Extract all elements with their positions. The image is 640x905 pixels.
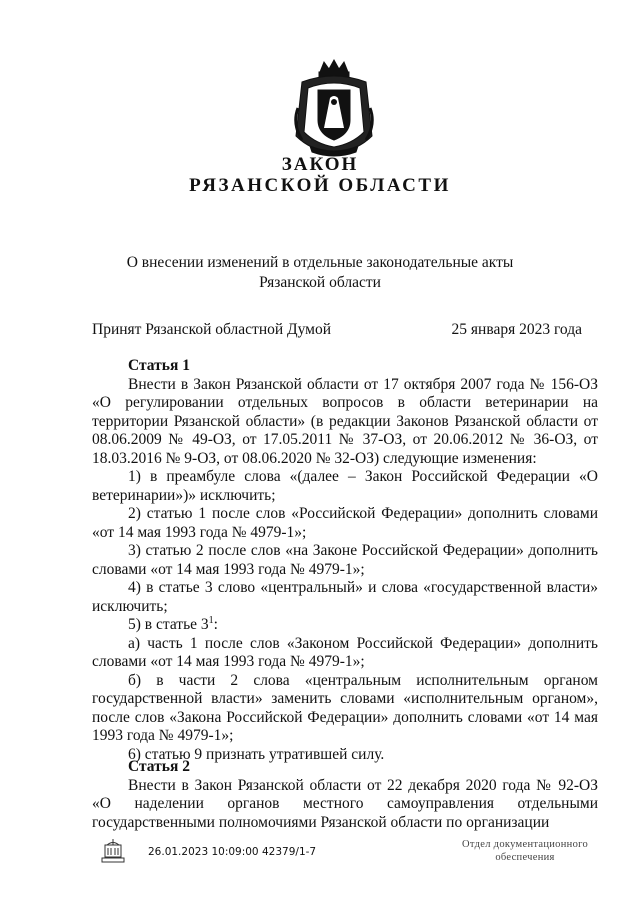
article-1 (92, 357, 598, 764)
law-title-line2: РЯЗАНСКОЙ ОБЛАСТИ (189, 175, 451, 196)
article-1-item-5a: а) часть 1 после слов «Законом Российской Федерации» дополнить словами «от 14 мая 1993 года № 4979-1»; (92, 634, 598, 670)
coat-of-arms-emblem (288, 58, 380, 158)
article-1-item-3: 3) статью 2 после слов «на Законе Российской Федерации» дополнить словами «от 14 мая 1993 года № 4979-1»; (92, 542, 598, 578)
article-2-intro: Внести в Закон Рязанской области от 22 декабря 2020 года № 92-ОЗ «О наделении органов местного самоуправления отдельными государственными полномочиями Рязанской области по организации (92, 776, 598, 831)
subject-line1: О внесении изменений в отдельные законодательные акты (126, 254, 514, 271)
article-1-item-1: 1) в преамбуле слова «(далее – Закон Российской Федерации «О ветеринарии»)» исключить; (92, 468, 598, 504)
registry-logo-icon (98, 836, 128, 866)
subject-line2: Рязанской области (259, 274, 381, 291)
item-5-prefix: 5) в статье 3 (128, 616, 209, 633)
article-2-heading: Статья 2 (128, 758, 190, 775)
article-1-item-4: 4) в статье 3 слово «центральный» и слова «государственной власти» исключить; (92, 579, 598, 615)
footer-timestamp: 26.01.2023 10:09:00 (148, 846, 259, 858)
item-5-suffix: : (213, 616, 218, 633)
article-1-item-6: 6) статью 9 признать утратившей силу. (128, 745, 385, 763)
article-2 (92, 758, 598, 832)
law-title-line1: ЗАКОН (281, 154, 359, 175)
stamp-line1: Отдел документационного (461, 839, 589, 850)
item-5-superscript: 1 (208, 614, 214, 626)
page-footer (0, 832, 640, 892)
article-1-item-2: 2) статью 1 после слов «Российской Федерации» дополнить словами «от 14 мая 1993 года № 4979-1»; (92, 505, 598, 541)
law-subject (0, 253, 640, 293)
adoption-row (92, 321, 582, 339)
department-stamp (446, 838, 604, 864)
article-1-heading: Статья 1 (128, 357, 190, 374)
adopted-by: Принят Рязанской областной Думой (92, 321, 332, 338)
article-1-intro: Внести в Закон Рязанской области от 17 октября 2007 года № 156-ОЗ «О регулировании отдельных вопросов в области ветеринарии на территории Рязанской области» (в редакции Законов Рязанской области от 08.06.2009 № 49-ОЗ, от 17.05.2011 № 37-ОЗ, от 20.06.2012 № 36-ОЗ, от 18.03.2016 № 9-ОЗ, от 08.06.2020 № 32-ОЗ) следующие изменения: (92, 375, 598, 467)
stamp-line2: обеспечения (495, 852, 555, 863)
article-1-item-5b: б) в части 2 слова «центральным исполнительным органом государственной власти» заменить словами «исполнительным органом», после слов «Закона Российской Федерации» дополнить словами «от 14 мая 1993 года № 4979-1»; (92, 671, 598, 744)
adoption-date: 25 января 2023 года (451, 321, 582, 338)
article-1-item-5 (92, 616, 598, 635)
footer-doc-number: 42379/1-7 (262, 846, 317, 858)
